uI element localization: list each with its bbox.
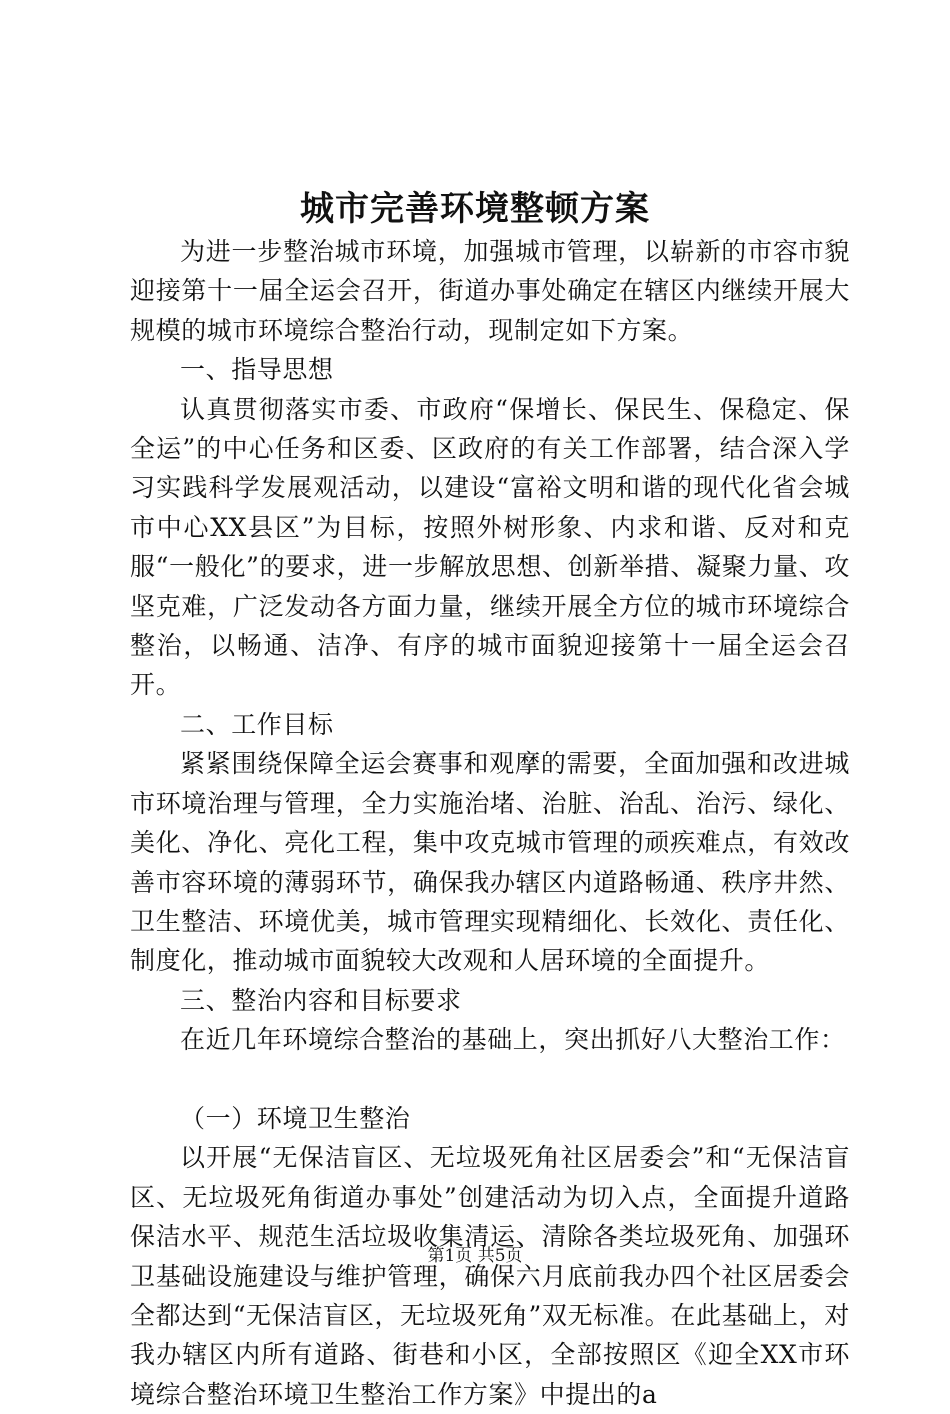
document-body [130,232,850,1414]
section-heading-guiding-ideology: 一、指导思想 [180,355,334,385]
document-title: 城市完善环境整顿方案 [300,189,650,229]
paragraph-spacer [130,1060,850,1099]
page-number-footer: 第1页 共5页 [427,1246,523,1266]
work-goals-paragraph: 紧紧围绕保障全运会赛事和观摩的需要，全面加强和改进城市环境治理与管理，全力实施治堵、治脏、治乱、治污、绿化、美化、净化、亮化工程，集中攻克城市管理的顽疾难点，有效改善市容环境的薄弱环节，确保我办辖区内道路畅通、秩序井然、卫生整洁、环境优美，城市管理实现精细化、长效化、责任化、制度化，推动城市面貌较大改观和人居环境的全面提升。 [130,749,850,976]
sanitation-paragraph: 以开展“无保洁盲区、无垃圾死角社区居委会”和“无保洁盲区、无垃圾死角街道办事处”创建活动为切入点，全面提升道路保洁水平、规范生活垃圾收集清运、清除各类垃圾死角、加强环卫基础设施建设与维护管理，确保六月底前我办四个社区居委会全都达到“无保洁盲区，无垃圾死角”双无标准。在此基础上，对我办辖区内所有道路、街巷和小区，全部按照区《迎全XX市环境综合整治环境卫生整治工作方案》中提出的a [130,1143,850,1409]
guiding-ideology-paragraph: 认真贯彻落实市委、市政府“保增长、保民生、保稳定、保全运”的中心任务和区委、区政府的有关工作部署，结合深入学习实践科学发展观活动，以建设“富裕文明和谐的现代化省会城市中心XX县区”为目标，按照外树形象、内求和谐、反对和克服“一般化”的要求，进一步解放思想、创新举措、凝聚力量、攻坚克难，广泛发动各方面力量，继续开展全方位的城市环境综合整治，以畅通、洁净、有序的城市面貌迎接第十一届全运会召开。 [130,394,850,700]
intro-paragraph: 为进一步整治城市环境，加强城市管理，以崭新的市容市貌迎接第十一届全运会召开，街道办事处确定在辖区内继续开展大规模的城市环境综合整治行动，现制定如下方案。 [130,237,850,345]
section-heading-work-goals: 二、工作目标 [180,709,334,739]
rectification-intro-paragraph: 在近几年环境综合整治的基础上，突出抓好八大整治工作： [180,1025,846,1055]
subsection-heading-sanitation: （一）环境卫生整治 [180,1103,411,1133]
section-heading-rectification-content: 三、整治内容和目标要求 [180,985,462,1015]
